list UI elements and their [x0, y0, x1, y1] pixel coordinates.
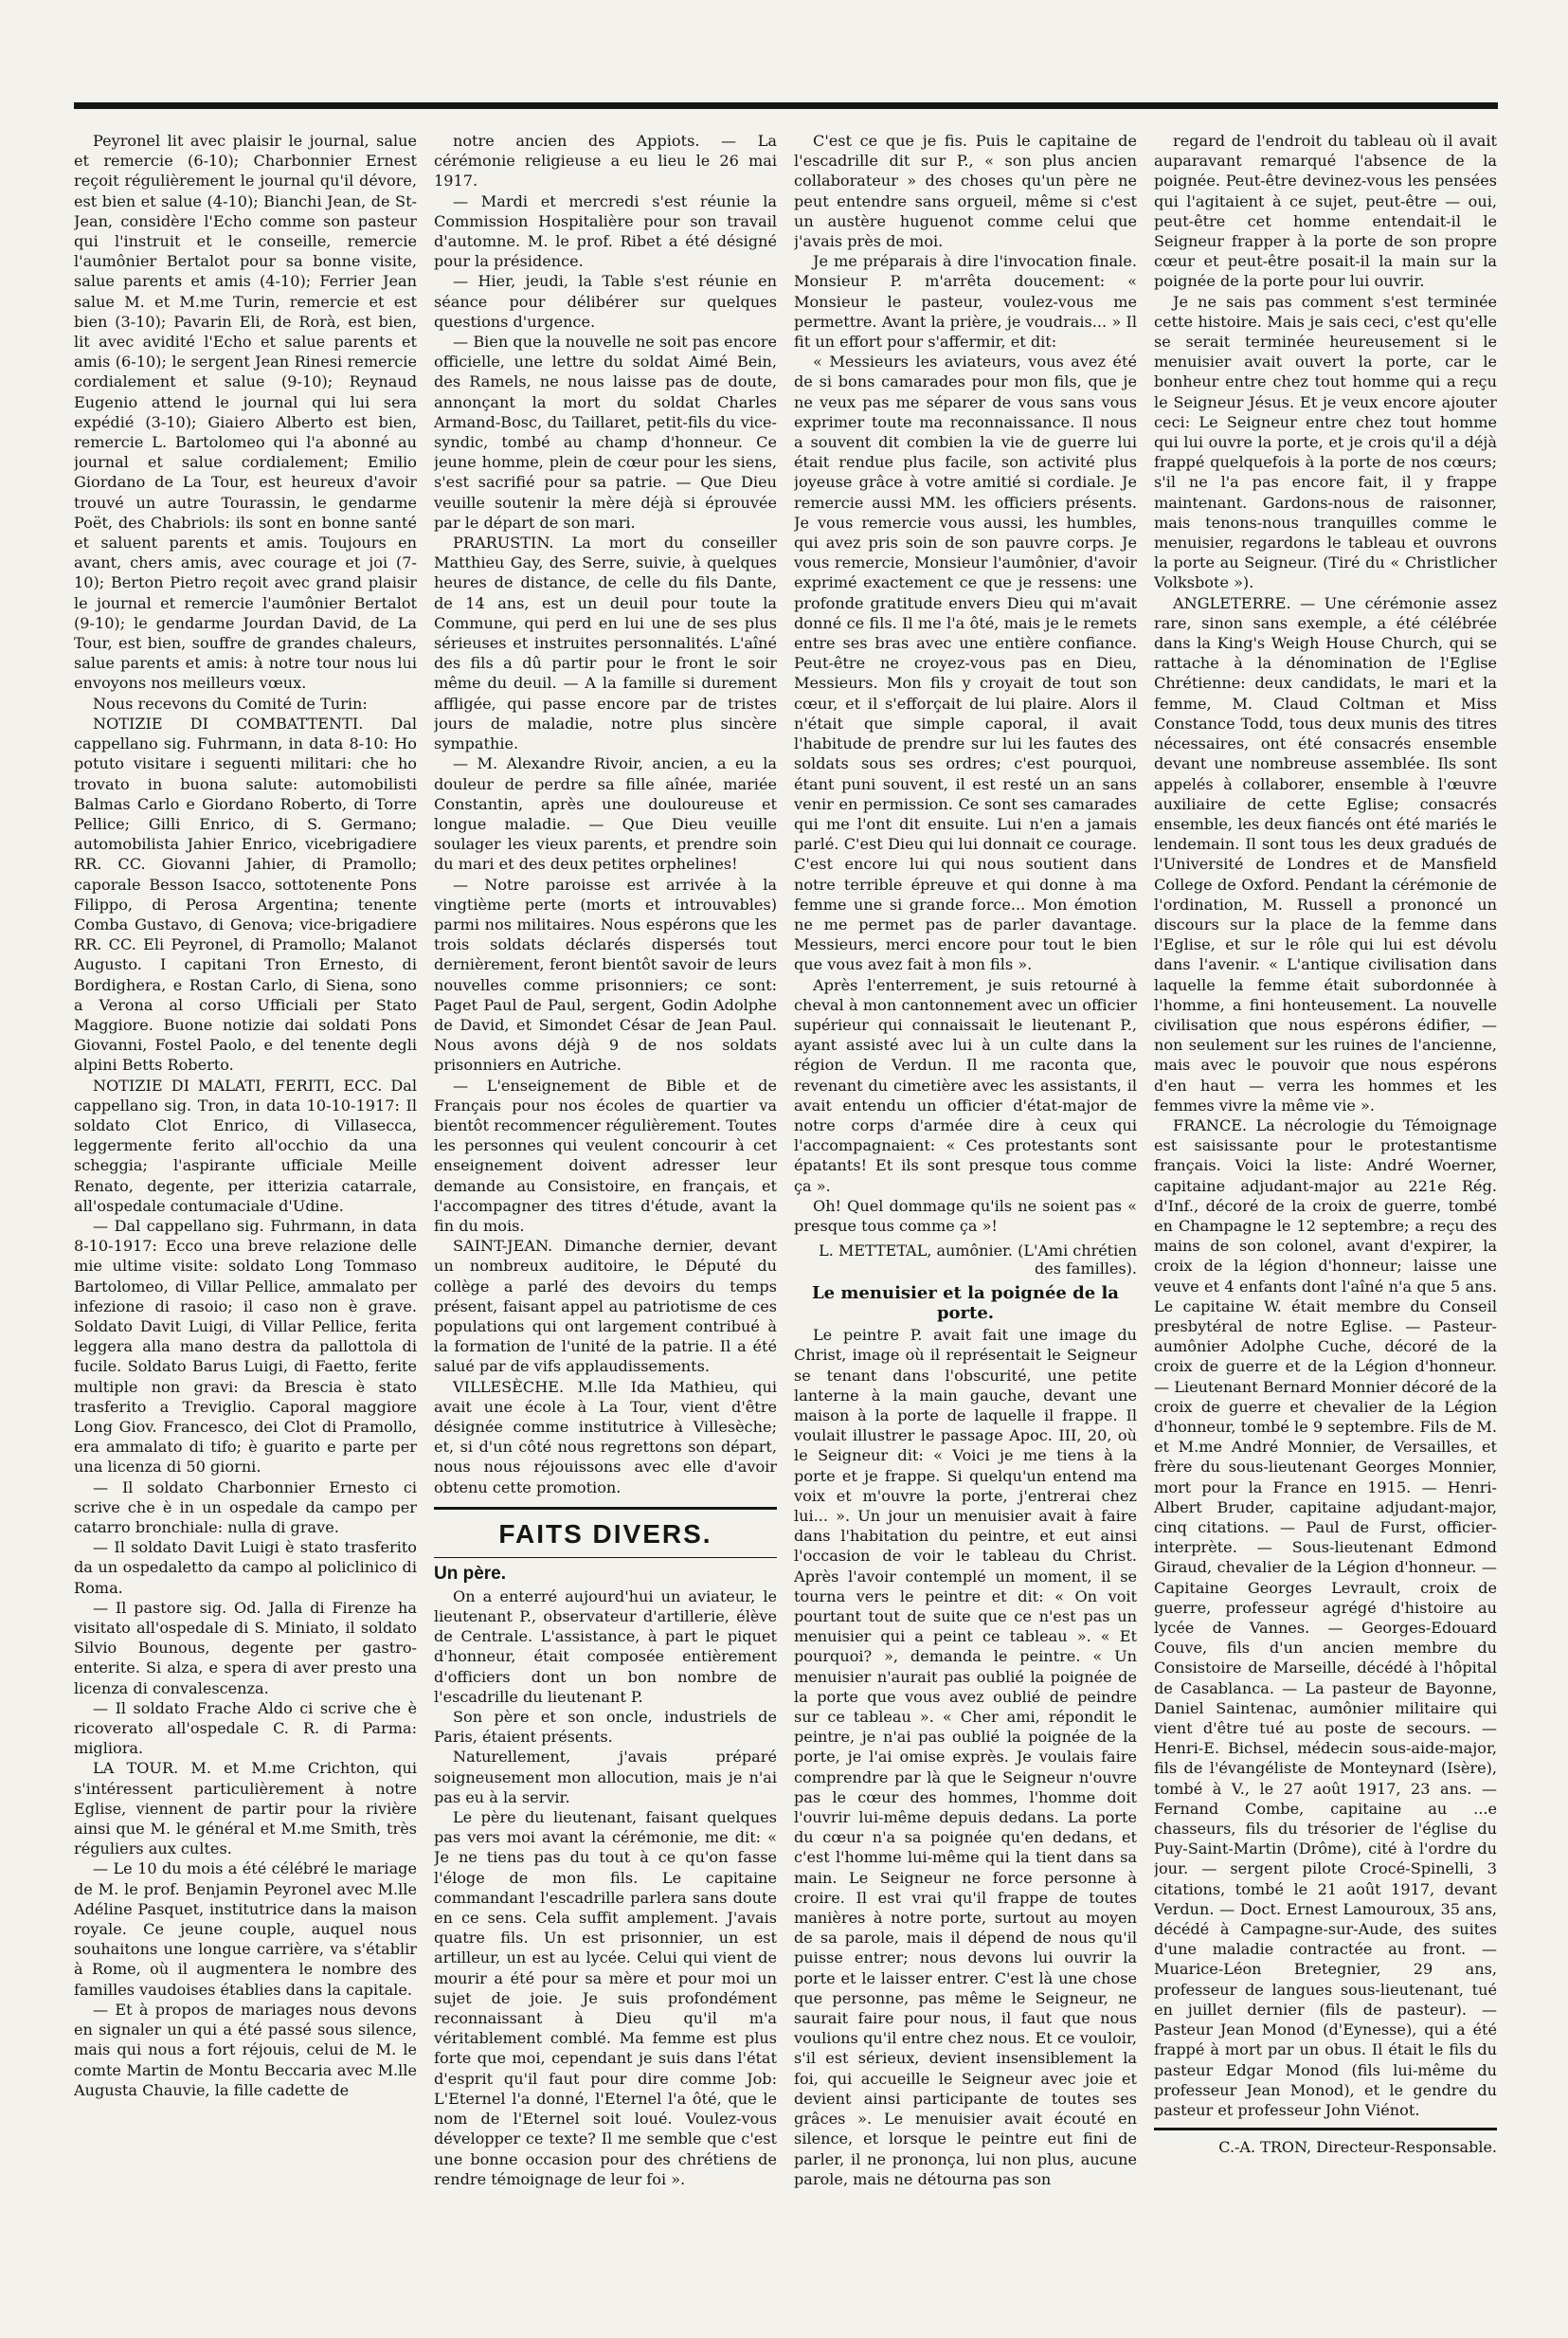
paragraph: LA TOUR. M. et M.me Crichton, qui s'intéressent particulièrement à notre Eglise, viennent de partir pour la rivière ainsi que M. le général et M.me Smith, très réguliers aux cultes.	[74, 1759, 417, 1858]
paragraph: — M. Alexandre Rivoir, ancien, a eu la douleur de perdre sa fille aînée, mariée Constantin, après une douloureuse et longue maladie. — Que Dieu veuille soulager les vieux parents, et prendre soin du mari et des deux petites orphelines!	[434, 754, 777, 874]
column-1	[74, 131, 417, 2311]
paragraph: — Notre paroisse est arrivée à la vingtième perte (morts et introuvables) parmi nos militaires. Nous espérons que les trois soldats déclarés dispersés tout dernièrement, feront bientôt savoir de leurs nouvelles comme prisonniers; ce sont: Paget Paul de Paul, sergent, Godin Adolphe de David, et Simondet César de Jean Paul. Nous avons déjà 9 de nos soldats prisonniers en Autriche.	[434, 875, 777, 1075]
paragraph: — Dal cappellano sig. Fuhrmann, in data 8-10-1917: Ecco una breve relazione delle mie ultime visite: soldato Long Tommaso Bartolomeo, di Villar Pellice, ammalato per infezione di rasoio; il caso non è grave. Soldato Davit Luigi, di Villar Pellice, ferita leggera alla mano destra da pallottola di fucile. Soldato Barus Luigi, di Faetto, ferite multiple non gravi: da Brescia è stato trasferito a Treviglio. Caporal maggiore Long Giov. Francesco, dei Clot di Pramollo, era ammalato di tifo; è guarito e parte per una licenza di 50 giorni.	[74, 1216, 417, 1477]
paragraph: — Hier, jeudi, la Table s'est réunie en séance pour délibérer sur quelques questions d'urgence.	[434, 272, 777, 331]
paragraph: VILLESÈCHE. M.lle Ida Mathieu, qui avait une école à La Tour, vient d'être désignée comme institutrice à Villesèche; et, si d'un côté nous regrettons son départ, nous nous réjouissons avec elle d'avoir obtenu cette promotion.	[434, 1377, 777, 1496]
article-subheading: Un père.	[434, 1563, 507, 1584]
paragraph: — L'enseignement de Bible et de Français pour nos écoles de quartier va bientôt recommencer régulièrement. Toutes les personnes qui veulent concourir à cet enseignement doivent adresser leur demande au Consistoire, en français, et l'accompagner des titres d'étude, avant la fin du mois.	[434, 1076, 777, 1235]
section-heading: FAITS DIVERS.	[434, 1507, 777, 1558]
article-signature: L. METTETAL, aumônier. (L'Ami chrétien des familles).	[819, 1241, 1137, 1278]
paragraph: Peyronel lit avec plaisir le journal, salue et remercie (6-10); Charbonnier Ernest reçoit régulièrement le journal qu'il dévore, est bien et salue (4-10); Bianchi Jean, de St-Jean, considère l'Echo comme son pasteur qui l'instruit et le conseille, remercie l'aumônier Bertalot pour sa bonne visite, salue parents et amis (4-10); Ferrier Jean salue M. et M.me Turin, remercie et est bien (3-10); Pavarin Eli, de Rorà, est bien, lit avec avidité l'Echo et salue parents et amis (6-10); le sergent Jean Rinesi remercie cordialement et salue (9-10); Reynaud Eugenio attend le journal qui lui sera expédié (3-10); Giaiero Alberto est bien, remercie L. Bartolomeo qui l'a abonné au journal et salue cordialement; Emilio Giordano de La Tour, est heureux d'avoir trouvé un autre Tourassin, le gendarme Poët, des Chabriols: ils sont en bonne santé et saluent parents et amis. Toujours en avant, chers amis, avec courage et joi (7-10); Berton Pietro reçoit avec grand plaisir le journal et remercie l'aumônier Bertalot (9-10); le gendarme Jourdan David, de La Tour, est bien, souffre de grandes chaleurs, salue parents et amis: à notre tour nous lui envoyons nos meilleurs vœux.	[74, 132, 417, 693]
paragraph: Je me préparais à dire l'invocation finale. Monsieur P. m'arrêta doucement: « Monsieur le pasteur, voulez-vous me permettre. Avant la prière, je voudrais... » Il fit un effort pour s'affermir, et dit:	[794, 252, 1137, 352]
paragraph: SAINT-JEAN. Dimanche dernier, devant un nombreux auditoire, le Député du collège a parlé des devoirs du temps présent, faisant appel au patriotisme de ces populations qui ont largement contribué à la formation de l'unité de la patrie. Il a été salué par de vifs applaudissements.	[434, 1237, 777, 1376]
column-4	[1154, 131, 1497, 2311]
end-rule	[1154, 2128, 1497, 2130]
paragraph: — Il soldato Frache Aldo ci scrive che è ricoverato all'ospedale C. R. di Parma: migliora.	[74, 1698, 417, 1758]
paragraph: — Mardi et mercredi s'est réunie la Commission Hospitalière pour son travail d'automne. M. le prof. Ribet a été désigné pour la présidence.	[434, 191, 777, 271]
paragraph: — Il pastore sig. Od. Jalla di Firenze ha visitato all'ospedale di S. Miniato, il soldato Silvio Bounous, degente per gastro-enterite. Si alza, e spera di aver presto una licenza di convalescenza.	[74, 1598, 417, 1697]
paragraph: PRARUSTIN. La mort du conseiller Matthieu Gay, des Serre, suivie, à quelques heures de distance, de celle du fils Dante, de 14 ans, est un deuil pour toute la Commune, qui perd en lui une de ses plus sérieuses et instruites personnalités. L'aîné des fils a dû partir pour le front le soir même du deuil. — A la famille si durement affligée, qui passe encore par de tristes jours de maladie, notre plus sincère sympathie.	[434, 534, 777, 753]
paragraph: — Et à propos de mariages nous devons en signaler un qui a été passé sous silence, mais qui nous a fort réjouis, celui de M. le comte Martin de Montu Beccaria avec M.lle Augusta Chauvie, la fille cadette de	[74, 2000, 417, 2099]
paragraph: « Messieurs les aviateurs, vous avez été de si bons camarades pour mon fils, que je ne veux pas me séparer de vous sans vous exprimer toute ma reconnaissance. Il nous a souvent dit combien la vie de guerre lui était rendue plus facile, son activité plus joyeuse grâce à votre amitié si cordiale. Je remercie aussi MM. les officiers présents. Je vous remercie vous aussi, les humbles, qui avez pris soin de son pauvre corps. Je vous remercie, Monsieur l'aumônier, d'avoir exprimé exactement ce que je ressens: une profonde gratitude envers Dieu qui m'avait donné ce fils. Il me l'a ôté, mais je le remets entre ses bras avec une entière confiance. Peut-être ne croyez-vous pas en Dieu, Messieurs. Mon fils y croyait de tout son cœur, et il s'efforçait de lui plaire. Alors il n'était que simple caporal, il avait l'habitude de prendre sur lui les fautes des soldats sous ses ordres; c'est pourquoi, étant puni souvent, il est resté un an sans venir en permission. Ce sont ses camarades qui me l'ont dit ensuite. Lui n'en a jamais parlé. C'est Dieu qui lui donnait ce courage. C'est encore lui qui nous soutient dans notre terrible épreuve et qui donne à ma femme une si grande force... Mon émotion ne me permet pas de parler davantage. Messieurs, merci encore pour tout le bien que vous avez fait à mon fils ».	[794, 353, 1137, 974]
paragraph: Naturellement, j'avais préparé soigneusement mon allocution, mais je n'ai pas eu à la servir.	[434, 1748, 777, 1806]
paragraph: Après l'enterrement, je suis retourné à cheval à mon cantonnement avec un officier supérieur qui connaissait le lieutenant P., ayant assisté avec lui à un culte dans la région de Verdun. Il me raconta que, revenant du cimetière avec les assistants, il avait entendu un officier d'état-major de notre corps d'armée dire à ceux qui l'accompagnaient: « Ces protestants sont épatants! Et ils sont presque tous comme ça ».	[794, 975, 1137, 1195]
column-2	[434, 131, 777, 2311]
paragraph: C'est ce que je fis. Puis le capitaine de l'escadrille dit sur P., « son plus ancien collaborateur » des choses qu'un père ne peut entendre sans orgueil, même si c'est un austère huguenot comme celui que j'avais près de moi.	[794, 132, 1137, 251]
paragraph: Je ne sais pas comment s'est terminée cette histoire. Mais je sais ceci, c'est qu'elle se serait terminée heureusement si le menuisier avait ouvert la porte, car le bonheur entre chez tout homme qui a reçu le Seigneur Jésus. Et je veux encore ajouter ceci: Le Seigneur entre chez tout homme qui lui ouvre la porte, et je crois qu'il a déjà frappé quelquefois à la porte de nos cœurs; s'il ne l'a pas encore fait, il y frappe maintenant. Gardons-nous de raisonner, mais tenons-nous tranquilles comme le menuisier, regardons le tableau et ouvrons la porte au Seigneur. (Tiré du « Christlicher Volksbote »).	[1154, 292, 1497, 592]
paragraph: regard de l'endroit du tableau où il avait auparavant remarqué l'absence de la poignée. Peut-être devinez-vous les pensées qui l'agitaient à ce sujet, peut-être — oui, peut-être cet homme entendait-il le Seigneur frapper à la porte de son propre cœur et peut-être posait-il la main sur la poignée de la porte pour lui ouvrir.	[1154, 132, 1497, 291]
paragraph: — Il soldato Davit Luigi è stato trasferito da un ospedaletto da campo al policlinico di Roma.	[74, 1538, 417, 1597]
paragraph: — Le 10 du mois a été célébré le mariage de M. le prof. Benjamin Peyronel avec M.lle Adéline Pasquet, institutrice dans la maison royale. Ce jeune couple, auquel nous souhaitons une longue carrière, va s'établir à Rome, où il augmentera le nombre des familles vaudoises établies dans la capitale.	[74, 1859, 417, 1999]
paragraph: Le peintre P. avait fait une image du Christ, image où il représentait le Seigneur se tenant dans l'obscurité, une petite lanterne à la main gauche, devant une maison à la porte de laquelle il frappe. Il voulait illustrer le passage Apoc. III, 20, où le Seigneur dit: « Voici je me tiens à la porte et je frappe. Si quelqu'un entend ma voix et m'ouvre la porte, j'entrerai chez lui... ». Un jour un menuisier avait à faire dans l'habitation du peintre, et eut ainsi l'occasion de voir le tableau du Christ. Après l'avoir contemplé un moment, il se tourna vers le peintre et dit: « On voit pourtant tout de suite que ce n'est pas un menuisier qui a peint ce tableau ». « Et pourquoi? », demanda le peintre. « Un menuisier n'aurait pas oublié la poignée de la porte que vous avez oublié de peindre sur ce tableau ». « Cher ami, répondit le peintre, je n'ai pas oublié la poignée de la porte, je l'ai omise exprès. Je voulais faire comprendre par là que le Seigneur n'ouvre pas le cœur des hommes, l'homme doit l'ouvrir lui-même depuis dedans. La porte du cœur n'a sa poignée qu'en dedans, et c'est l'homme lui-même qui la tient dans sa main. Le Seigneur ne force personne à croire. Il est vrai qu'il frappe de toutes manières à notre porte, surtout au moyen de sa parole, mais il dépend de nous qu'il puisse entrer; nous devons lui ouvrir la porte et le laisser entrer. C'est là une chose que personne, pas même le Seigneur, ne saurait faire pour nous, il faut que nous voulions qu'il entre chez nous. Et ce vouloir, s'il est sérieux, devient insensiblement la foi, qui accueille le Seigneur avec joie et devient ainsi participante de toutes ses grâces ». Le menuisier avait écouté en silence, et lorsque le peintre eut fini de parler, il ne prononça, lui non plus, aucune parole, mais ne détourna pas son	[794, 1326, 1137, 2188]
column-3	[794, 131, 1137, 2311]
paragraph: Le père du lieutenant, faisant quelques pas vers moi avant la cérémonie, me dit: « Je ne tiens pas du tout à ce qu'on fasse l'éloge de mon fils. Le capitaine commandant l'escadrille parlera sans doute en ce sens. Cela suffit amplement. J'avais quatre fils. Un est prisonnier, un est artilleur, un est au lycée. Celui qui vient de mourir a été pour sa mère et pour moi un sujet de joie. Je suis profondément reconnaissant à Dieu qu'il m'a véritablement comblé. Ma femme est plus forte que moi, cependant je suis dans l'état d'esprit qu'il faut pour dire comme Job: L'Eternel l'a donné, l'Eternel l'a ôté, que le nom de l'Eternel soit loué. Voulez-vous développer ce texte? Il me semble que c'est une bonne occasion pour des chrétiens de rendre témoignage de leur foi ».	[434, 1808, 777, 2188]
paragraph: Son père et son oncle, industriels de Paris, étaient présents.	[434, 1708, 777, 1747]
paragraph: FRANCE. La nécrologie du Témoignage est saisissante pour le protestantisme français. Voici la liste: André Woerner, capitaine adjudant-major au 221e Rég. d'Inf., décoré de la croix de guerre, tombé en Champagne le 12 septembre; a reçu des mains de son colonel, avant d'expirer, la croix de la légion d'honneur; laisse une veuve et 4 enfants dont l'aîné n'a que 5 ans. Le capitaine W. était membre du Conseil presbytéral de notre Eglise. — Pasteur-aumônier Adolphe Cuche, décoré de la croix de guerre et de la Légion d'honneur. — Lieutenant Bernard Monnier décoré de la croix de guerre et chevalier de la Légion d'honneur, tombé le 9 septembre. Fils de M. et M.me André Monnier, de Versailles, et frère du sous-lieutenant Georges Monnier, mort pour la France en 1915. — Henri-Albert Bruder, capitaine adjudant-major, cinq citations. — Paul de Furst, officier-interprète. — Sous-lieutenant Edmond Giraud, chevalier de la Légion d'honneur. — Capitaine Georges Levrault, croix de guerre, professeur agrégé d'histoire au lycée de Vannes. — Georges-Edouard Couve, fils d'un ancien membre du Consistoire de Marseille, décédé à l'hôpital de Casablanca. — La pasteur de Bayonne, Daniel Saintenac, aumônier militaire qui vient d'être tué au poste de secours. — Henri-E. Bichsel, médecin sous-aide-major, fils de l'évangéliste de Monteynard (Isère), tombé à V., le 27 août 1917, 23 ans. — Fernand Combe, capitaine au ...e chasseurs, fils du trésorier de l'église du Puy-Saint-Martin (Drôme), cité à l'ordre du jour. — sergent pilote Crocé-Spinelli, 3 citations, tombé le 21 août 1917, devant Verdun. — Doct. Ernest Lamouroux, 35 ans, décédé à Campagne-sur-Aude, des suites d'une maladie contractée au front. — Muarice-Léon Bretegnier, 29 ans, professeur de langues sous-lieutenant, tué en juillet dernier (fils de pasteur). — Pasteur Jean Monod (d'Eynesse), qui a été frappé à mort par un obus. Il était le fils du pasteur Edgar Monod (fils lui-même du professeur Jean Monod), et le gendre du pasteur et professeur John Viénot.	[1154, 1115, 1497, 2119]
paragraph: ANGLETERRE. — Une cérémonie assez rare, sinon sans exemple, a été célébrée dans la King's Weigh House Church, qui se rattache à la dénomination de l'Eglise Chrétienne: deux candidats, le mari et la femme, M. Claud Coltman et Miss Constance Todd, tous deux munis des titres nécessaires, ont été consacrés ensemble devant une nombreuse assemblée. Ils sont appelés à collaborer, ensemble à l'œuvre auxiliaire de cette Eglise; consacrés ensemble, les deux fiancés ont été mariés le lendemain. Il sont tous les deux gradués de l'Université de Londres et de Mansfield College de Oxford. Pendant la cérémonie de l'ordination, M. Russell a prononcé un discours sur la place de la femme dans l'Eglise, et sur le rôle qui lui est dévolu dans l'avenir. « L'antique civilisation dans laquelle la femme était subordonnée à l'homme, a fini honteusement. La nouvelle civilisation que nous espérons édifier, — non seulement sur les ruines de l'ancienne, mais avec le pouvoir que nous espérons d'en haut — verra les hommes et les femmes vivre la même vie ».	[1154, 593, 1497, 1115]
paragraph: — Bien que la nouvelle ne soit pas encore officielle, une lettre du soldat Aimé Bein, des Ramels, ne nous laisse pas de doute, annonçant la mort du soldat Charles Armand-Bosc, du Taillaret, petit-fils du vice-syndic, tombé au champ d'honneur. Ce jeune homme, plein de cœur pour les siens, s'est sacrifié pour sa patrie. — Que Dieu veuille soutenir la mère déjà si éprouvée par le départ de son mari.	[434, 333, 777, 532]
paragraph: — Il soldato Charbonnier Ernesto ci scrive che è in un ospedale da campo per catarro bronchiale: nulla di grave.	[74, 1477, 417, 1537]
paragraph: Oh! Quel dommage qu'ils ne soient pas « presque tous comme ça »!	[794, 1196, 1137, 1235]
text-columns	[74, 131, 1498, 2311]
paragraph: NOTIZIE DI COMBATTENTI. Dal cappellano sig. Fuhrmann, in data 8-10: Ho potuto visitare i seguenti militari: che ho trovato in buona salute: automobilisti Balmas Carlo e Giordano Roberto, di Torre Pellice; Gilli Enrico, di S. Germano; automobilista Jahier Enrico, vicebrigadiere RR. CC. Giovanni Jahier, di Pramollo; caporale Besson Isacco, sottotenente Pons Filippo, di Perosa Argentina; tenente Comba Gustavo, di Genova; vice-brigadiere RR. CC. Eli Peyronel, di Pramollo; Malanot Augusto. I capitani Tron Ernesto, di Bordighera, e Rostan Carlo, di Siena, sono a Verona al corso Ufficiali per Stato Maggiore. Buone notizie dai soldati Pons Giovanni, Fostel Paolo, e del tenente degli alpini Betts Roberto.	[74, 714, 417, 1075]
director-line: C.-A. TRON, Directeur-Responsable.	[1218, 2138, 1497, 2157]
paragraph: NOTIZIE DI MALATI, FERITI, ECC. Dal cappellano sig. Tron, in data 10-10-1917: Il soldato Clot Enrico, di Villasecca, leggermente ferito all'occhio da una scheggia; l'aspirante ufficiale Meille Renato, degente, per itterizia catarrale, all'ospedale contumaciale d'Udine.	[74, 1076, 417, 1215]
top-rule	[74, 102, 1498, 109]
paragraph: notre ancien des Appiots. — La cérémonie religieuse a eu lieu le 26 mai 1917.	[434, 132, 777, 190]
paragraph: Nous recevons du Comité de Turin:	[93, 694, 368, 713]
paragraph: On a enterré aujourd'hui un aviateur, le lieutenant P., observateur d'artillerie, élève de Centrale. L'assistance, à part le piquet d'honneur, était composée entièrement d'officiers dont un bon nombre de l'escadrille du lieutenant P.	[434, 1586, 777, 1706]
article-title: Le menuisier et la poignée de la porte.	[812, 1283, 1119, 1324]
